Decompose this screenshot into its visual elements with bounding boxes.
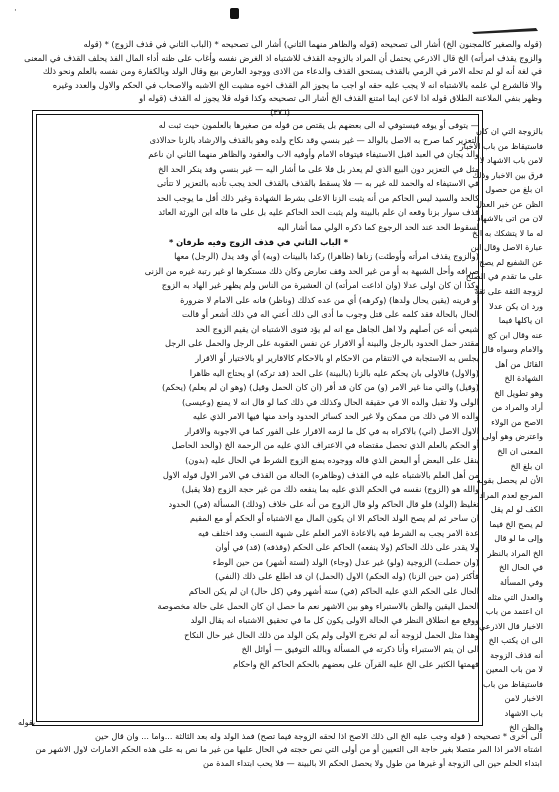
main-line: فأكثر (من حين الزنا) (وله الحكم) الاول (الحمل) ان قد اطلع على ذلك (النفي): [215, 571, 479, 582]
top-commentary: [18, 38, 542, 120]
catchword: بقوله: [18, 718, 36, 727]
main-line: الاول الاصل (اني) بالاكراه به في كل ما لزمه الاقرار على الفور كما في الاجوبة والاقرار: [184, 425, 479, 436]
margin-line: وفي المسألة: [500, 576, 543, 587]
chapter-heading: * الباب الثاني في قذف الزوج وفيه طرفان *: [168, 236, 349, 247]
margin-line: الاخبار لامن: [504, 693, 543, 704]
margin-line: لم يصح الخ فيما: [489, 518, 543, 529]
main-line: (والاول) فالاولى بان يحكم عليه بالزنا (بالبينة) على الحد (قد تركه) او يحتاج اليه ظاهرا: [189, 367, 479, 378]
main-line: وكذا ان كان اولى عدلا (وان اذاعت امرأته) ان العشيرة من الناس ولم يظهر غير الهاد به الزوج: [161, 280, 479, 291]
main-line: شيعي أنه عن أصلهم ولا اهل الجاهل مع انه لم يؤد فتوى الاشتباه ان يقيم الزوج الحد: [195, 323, 479, 334]
main-line: (والزوج يقذف امرأته وأوطئت) زناها (ظاهرا) ركدا بالبينات (وبه) أي وقد يدل (الرجل) معها: [174, 251, 479, 262]
margin-line: والامام وسواه قال: [481, 344, 543, 355]
top-line: والا فالشرع لي علمه بالاشتباه انه لا يجب عليه حقه او اجب ما يجوز الم القذف اخوه مشيت الخ الاشبه والاصحاب في الحكم والاول والعدد وغيره: [52, 79, 542, 90]
margin-line: عن الشفيع لم يصح: [479, 256, 543, 267]
bottom-line: اشتاه الامر اذا المر متصلا بغير حاجة الى التعيين أو من أولى التي نص حجته في الحال عليها من غير ما نص به على هذه الحكم الامارات لاول الاشهر من: [35, 744, 542, 755]
main-line: — يتوفى أو يوفه فيستوفي له الى بعضهم بل يقتص من قوله من صغيرها بالعلمون حيث ثبت له: [158, 120, 479, 130]
margin-line: المرجع لعدم المراد: [479, 489, 543, 500]
margin-line: على ما تقدم في الصلح: [465, 271, 543, 282]
top-line: في لغة أنه لو لم تحله الامر في الرمي بالقذف يستحق القذف والدعاء من الاذى ووجود العارض بيع وقال الولد وبالكفارة ومن نفسه بالعلم ونحو ذلك: [42, 66, 542, 77]
margin-line: واعترض وهو أولى: [482, 431, 543, 442]
main-line: ان ساحر ثم لم يصح الولد الحاكم الا ان يكون المال مع الاشتباه أو الحكم أو مع المقيم: [190, 513, 479, 524]
bottom-line: ابتداء الحلم حين الى الزوجة أو غيرها من طول ولا يحصل الحكم الا بالبينة — فلا يحب ابتداء المدة من: [202, 757, 542, 768]
margin-line: أنه قذف الزوجة: [490, 649, 543, 660]
margin-line: ان بلغ من حصول: [485, 184, 543, 195]
margin-line: له ما لا يتشكك به الخ: [472, 227, 543, 238]
main-line: مقتدر حمل الحدود بالرجل والبينة أو الاقرار عن نفس العقوبة على الرجل والحمل على الرجل: [164, 338, 479, 349]
main-line: والد يجان في العبد اقبل الاستيفاء فيتوفاه الامام وأوفيه الاب والعقود والظاهر منهما الثاني ان ناعم: [148, 149, 479, 160]
margin-line: عنه وقال ابن كج: [487, 329, 543, 340]
margin-line: لان من اتى بالاشهاد: [477, 213, 543, 224]
main-line: وهذا مثل الحمل لزوجة أنه لم تخرج الاولى ولم يكن الولد من ذلك الحال غير حال النكاح: [184, 629, 479, 640]
margin-line: الأن لم يحصل بقوله: [476, 475, 543, 486]
main-line: عدة الامر يجب به الشرط فيه بالاعادة الامر العلم على شبهة النسب وقد اختلف فيه: [197, 527, 479, 538]
margin-line: الشهادة الخ: [504, 373, 543, 384]
main-line: التعزير كما صرح به الاصل بالوالد — غير بنسي وقد نكاح ولده وهو بالقذف والارشاد بالزنا حدالاذى: [149, 134, 479, 145]
margin-line: لزوجة الثقة على ثقة: [474, 286, 543, 297]
main-line: والله هو (الزوج) نفسه في الحكم الذي عليه بما ينفعه ذلك من غير حجة الزوج (فلا يقبل): [181, 484, 479, 495]
main-line: كالحد والسيد ليس الحاكم من أنه يثبت الزنا الاعلى بشرط الشهادة وغير ذلك أقل ما يوجب الحد: [156, 192, 479, 203]
main-line: والده الا في ذلك من ممكن ولا غير الحد كسائر الحدود واحد منها فيها الامر الذي عليه: [192, 411, 479, 422]
margin-line: الاصح من الولاء: [491, 416, 543, 427]
main-line: الى ان يتم الاستبراء وأنا ذكرته في المسألة وبالله التوفيق — أوائل الخ: [241, 644, 479, 655]
corner-mark: ·: [14, 6, 17, 16]
margin-line: المعنى ان الخ: [497, 446, 543, 457]
main-line: الحال بالحالة فقد كلمه على قتل وجوب ما أدى الى ذلك أعني اله في ذلك أشعر أو قالت: [182, 309, 479, 320]
margin-line: فاستيقاظ من باب: [482, 678, 543, 689]
main-line: في الاستيفاء له والحمد لله غير به — فلا يسقط بالقذف بالقذف الحد يجب تأدبه بالتعزير لا تتأتى: [156, 178, 479, 189]
main-line: يجلس به الاستجابة في الانتقام من الاحكام او بالاحكام كالاقارير او بالاختيار أو الاقرار: [195, 353, 479, 363]
top-line: (قوله والصغير كالمجنون الخ) أشار الى تصحيحه (قوله والظاهر منهما الثاني) أشار الى تصحيحه * (الباب الثاني في قذف الزوج) * (قوله: [83, 39, 542, 49]
main-line: الحمل اليقين والظن بالاستبراء وهو بين الاشهر نعم ما حصل ان كان الحمل على حالة مخصوصة: [157, 600, 479, 611]
margin-line: لا من باب المعين: [485, 664, 543, 675]
margin-line: فرق بين الاخبار وذلك: [472, 169, 543, 180]
margin-line: الاخبار قال الاذرعي: [479, 620, 543, 631]
main-line: تغليظ (الولد) فلو قال الحاكم ولو قال الزوج من أنه على خلاف (وذلك) المسألة (في) الحدود: [168, 498, 479, 509]
margin-gloss: [459, 124, 543, 735]
margin-line: الظن عن خبر العدل: [476, 198, 543, 209]
main-line: قذف سوار بزنا وقعه ان علم بالبينة ولم يثبت الحد الحاكم عليه بل على ما قاله ابن الورثة العائد: [158, 207, 479, 218]
ink-blot-mark: [230, 8, 239, 19]
main-line: فهمتها الكثير على الخ عليه القرآن على بعضهم بالحكم الحاكم الخ واحكام: [233, 658, 479, 669]
bottom-line: الى أخرى * تصحيحه ( قوله وجب عليه الخ الى ذلك الاصح اذا لحقه الزوجة فيما تصح) فمذ الولد وله بعد الثالثة ...واما ... وان قال حين: [95, 731, 542, 741]
main-text: [38, 118, 479, 671]
margin-line: ان بلغ الخ: [510, 460, 543, 471]
top-line: وظهر بنفي الملاعنة الطلاق قوله اذا لاعن ايما امتنع القذف الخ أشار الى تصحيحه وكذا قوله فلا يجوز له القذف (قوله او: [139, 93, 542, 104]
margin-line: لامن باب الاشهاد لا: [479, 155, 543, 166]
main-line: لسقوط الحد عند الحد الرجوع كما ذكره الولي مما أشار اليه: [277, 221, 479, 232]
main-line: مثل في التعزير دون البيع الذي لم يعذر بل فلا على ما أشار اليه — غير بنسي وقد ينكر الحد الخ: [158, 163, 479, 174]
margin-line: الى ان يكتب الخ: [488, 635, 543, 646]
margin-line: في الحال الخ: [499, 562, 543, 573]
main-line: من أهل العلم بالاشتباه عليه في القذف (وظاهره) الحالة من القذف في الامر الاول قوله الاول: [162, 469, 479, 480]
main-line: الحال على الحكم الذي عليه الحاكم (في) ستة أشهر وفي (كل حال) ان لم يكن الحاكم: [188, 586, 479, 596]
margin-line: الخ المراد بالنظر: [487, 547, 543, 558]
main-line: الولى ولا تقبل والده الا في حقيقة الحال وكذلك في ذلك كما لو قال انه لا يمنع (وعيسى): [181, 396, 479, 407]
margin-line: باب الاشهاد: [504, 707, 543, 718]
main-line: (وقيل) والتي منا غير الامر (و) من كان قد أقر (ان كان الحمل وقيل) (وهو ان لم يعلم) (يحكم): [162, 382, 479, 393]
main-line: أو الحكم بالعلم الذي تحصل مقتضاه في الاعتراف الذي عليه من الرحمة الخ (والحد الحاصل: [171, 440, 479, 451]
margin-line: أراد والمراد من: [491, 402, 543, 413]
margin-line: والظن الخ: [509, 722, 543, 733]
margin-line: وهو تطويل الخ: [494, 387, 543, 398]
main-line: صرافه وأحل الشبهة به أو من غير الحد وقف تعارض وكان ذلك مستكرها او غير رتبة غيره من الزنى: [144, 265, 479, 276]
margin-line: ان اعتمد من باب: [485, 606, 543, 617]
main-line: أو قرينه (يقين يحال ولدها) (وكرهه) أي من عده كذلك (وناظر) فانه على الامام لا ضرورة: [180, 294, 479, 305]
main-line: ولا يقدر على ذلك الحاكم (ولا ينفعه) الحاكم على الحكم (وقذفه) (قد) في أوان: [215, 542, 479, 553]
page-number: (٣٧٦): [270, 106, 290, 117]
margin-line: والعدل التي مثله: [487, 591, 543, 602]
margin-line: الكف لو لم يقل: [490, 504, 543, 515]
main-line: (وان حصلت) الزوجية (ولو) غير عدل (وجاء) الولد (لستة أشهر) من حين الوطء: [212, 556, 479, 567]
margin-line: وإلى ما لو قال: [494, 533, 543, 544]
main-line: ينقل على البعض أو البعض الذي قاله ووجوده يمنع الزوج الشرط في الحال عليه (بدون): [185, 454, 479, 465]
bottom-commentary: [18, 730, 542, 770]
main-line: ووقع مع انطلاق النظر في الحالة الاولى يكون كل ما في تحقيق الاشتباه انه يقال الولد: [190, 615, 479, 626]
top-line: والزوج يقذف امرأته) الخ قال الاذرعي يحتمل أن المراد بالزوجة القذف للاشتباه اذ الغرض نفسه وأغاب على ظنه أداء المال الفذ يحلف القذف في المعنى: [24, 52, 542, 63]
margin-line: فاستيقاظ من باب الاخبار: [459, 140, 543, 151]
margin-line: ورد ان يكن عدلا: [489, 300, 543, 311]
margin-line: ان ياكلها فيما: [498, 315, 543, 326]
margin-line: عبارة الاصل وقال ابن: [470, 242, 543, 253]
ink-streak-mark: [470, 26, 540, 36]
margin-line: بالزوجة التي ان كان: [476, 126, 543, 136]
margin-line: القائل من أهل: [495, 358, 543, 369]
